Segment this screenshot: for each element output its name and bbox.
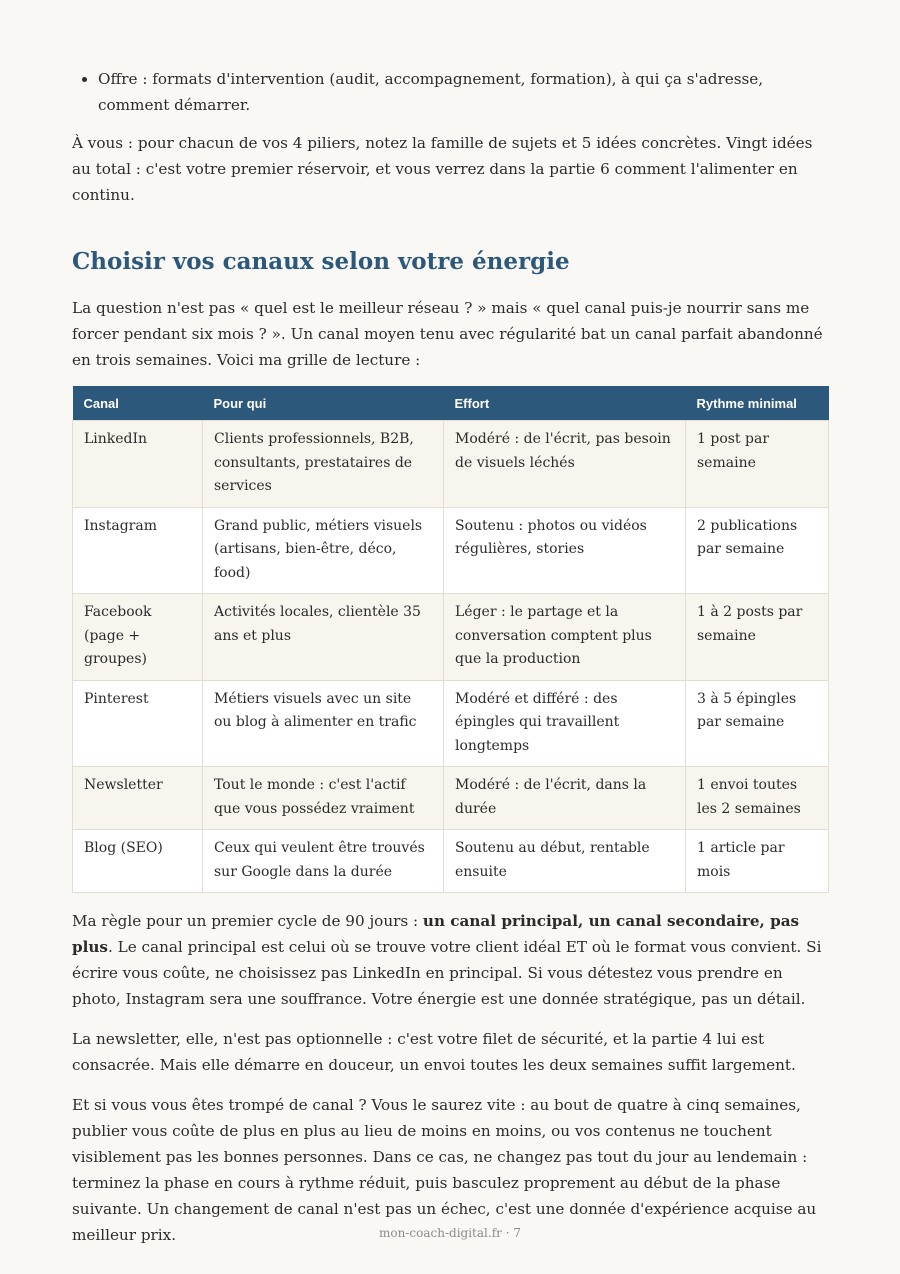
table-row [73, 421, 829, 508]
cell-pour-qui: Clients professionnels, B2B, consultants, prestataires de services [203, 421, 444, 508]
footer-separator: · [501, 1226, 514, 1240]
channel-grid-table [72, 386, 829, 893]
cell-effort: Léger : le partage et la conversation comptent plus que la production [444, 594, 686, 681]
cell-effort: Modéré et différé : des épingles qui travaillent longtemps [444, 680, 686, 767]
rule-text-after: . Le canal principal est celui où se trouve votre client idéal ET où le format vous convient. Si écrire vous coûte, ne choisissez pas LinkedIn en principal. Si vous détestez vous prendre en photo, Instagram sera une souffrance. Votre énergie est une donnée stratégique, pas un détail. [72, 938, 822, 1008]
rule-emphasis: un canal principal, un canal secondaire, pas plus [72, 912, 800, 956]
cell-rythme: 1 envoi toutes les 2 semaines [686, 767, 829, 830]
cell-pour-qui: Tout le monde : c'est l'actif que vous possédez vraiment [203, 767, 444, 830]
table-row [73, 594, 829, 681]
cell-canal: Blog (SEO) [73, 830, 203, 893]
table-header-row [73, 386, 829, 421]
footer-page-number: 7 [513, 1226, 521, 1240]
cell-pour-qui: Ceux qui veulent être trouvés sur Google dans la durée [203, 830, 444, 893]
table-row [73, 680, 829, 767]
cell-canal: Instagram [73, 507, 203, 594]
pillars-paragraph: À vous : pour chacun de vos 4 piliers, notez la famille de sujets et 5 idées concrètes. Vingt idées au total : c'est votre premier réservoir, et vous verrez dans la partie 6 comment l'alimenter en continu. [72, 134, 813, 204]
cell-pour-qui: Grand public, métiers visuels (artisans, bien-être, déco, food) [203, 507, 444, 594]
document-page [72, 66, 828, 1248]
cell-canal: LinkedIn [73, 421, 203, 508]
page-footer [0, 1226, 900, 1240]
column-header-rythme: Rythme minimal [686, 386, 829, 421]
offer-bullet-item: • Offre : formats d'intervention (audit, accompagnement, formation), à qui ça s'adresse, comment démarrer. [98, 66, 828, 118]
column-header-canal: Canal [73, 386, 203, 421]
cell-pour-qui: Métiers visuels avec un site ou blog à alimenter en trafic [203, 680, 444, 767]
offer-bullet-list [72, 66, 828, 118]
cell-rythme: 1 à 2 posts par semaine [686, 594, 829, 681]
cell-canal: Facebook (page + groupes) [73, 594, 203, 681]
cell-rythme: 1 post par semaine [686, 421, 829, 508]
cell-effort: Modéré : de l'écrit, dans la durée [444, 767, 686, 830]
cell-rythme: 3 à 5 épingles par semaine [686, 680, 829, 767]
cell-effort: Soutenu au début, rentable ensuite [444, 830, 686, 893]
column-header-pour-qui: Pour qui [203, 386, 444, 421]
newsletter-paragraph: La newsletter, elle, n'est pas optionnelle : c'est votre filet de sécurité, et la partie 4 lui est consacrée. Mais elle démarre en douceur, un envoi toutes les deux semaines suffit largement. [72, 1030, 796, 1074]
section-lead-paragraph: La question n'est pas « quel est le meilleur réseau ? » mais « quel canal puis-je nourrir sans me forcer pendant six mois ? ». Un canal moyen tenu avec régularité bat un canal parfait abandonné en trois semaines. Voici ma grille de lecture : [72, 299, 823, 369]
table-row [73, 767, 829, 830]
rule-paragraph [72, 908, 828, 1012]
section-heading: Choisir vos canaux selon votre énergie [72, 248, 570, 275]
table-row [73, 830, 829, 893]
cell-effort: Modéré : de l'écrit, pas besoin de visuels léchés [444, 421, 686, 508]
cell-canal: Pinterest [73, 680, 203, 767]
cell-effort: Soutenu : photos ou vidéos régulières, stories [444, 507, 686, 594]
table-row [73, 507, 829, 594]
column-header-effort: Effort [444, 386, 686, 421]
footer-site: mon-coach-digital.fr [379, 1226, 502, 1240]
rule-text-before: Ma règle pour un premier cycle de 90 jours : [72, 912, 423, 930]
cell-rythme: 2 publications par semaine [686, 507, 829, 594]
cell-rythme: 1 article par mois [686, 830, 829, 893]
cell-pour-qui: Activités locales, clientèle 35 ans et plus [203, 594, 444, 681]
cell-canal: Newsletter [73, 767, 203, 830]
wrong-channel-paragraph: Et si vous vous êtes trompé de canal ? Vous le saurez vite : au bout de quatre à cinq semaines, publier vous coûte de plus en plus au lieu de moins en moins, ou vos contenus ne touchent visiblement pas les bonnes personnes. Dans ce cas, ne changez pas tout du jour au lendemain : terminez la phase en cours à rythme réduit, puis basculez proprement au début de la phase suivante. Un changement de canal n'est pas un échec, c'est une donnée d'expérience acquise au meilleur prix. [72, 1096, 817, 1244]
